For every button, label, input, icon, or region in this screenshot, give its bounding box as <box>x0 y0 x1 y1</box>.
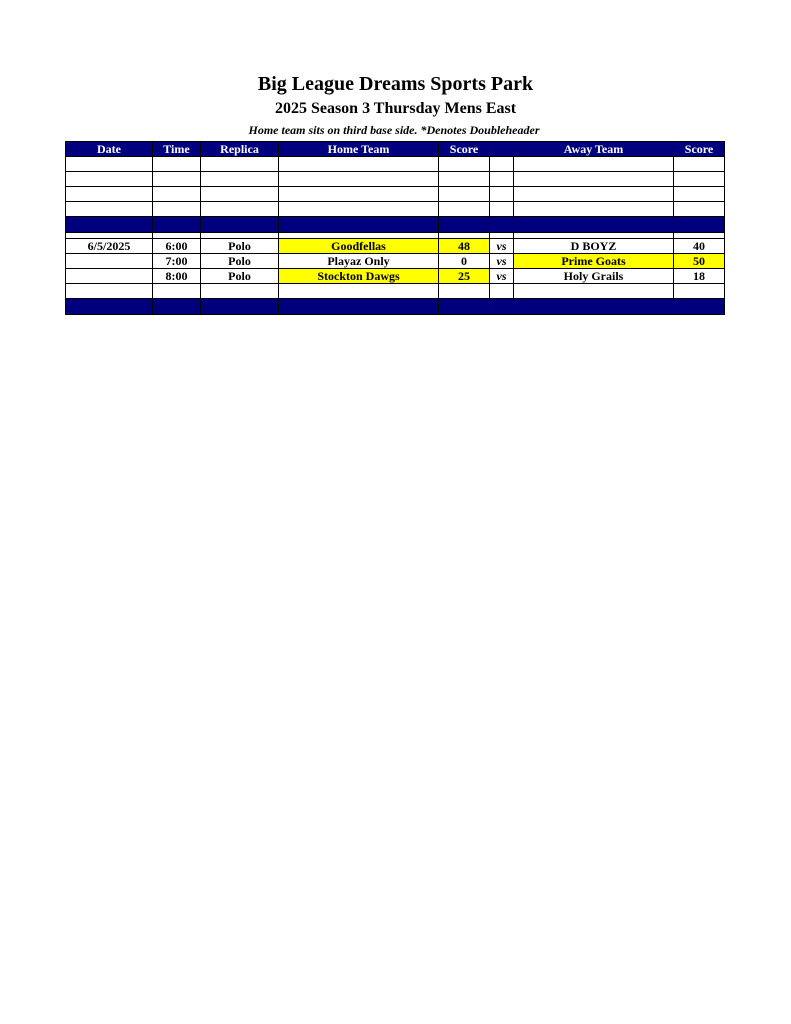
game-time: 6:00 <box>153 239 201 254</box>
game-date: 6/5/2025 <box>66 239 153 254</box>
separator-band <box>66 299 725 315</box>
vs-label: vs <box>490 254 514 269</box>
col-time: Time <box>153 142 201 157</box>
col-replica: Replica <box>201 142 279 157</box>
empty-row <box>66 157 725 172</box>
away-score: 50 <box>674 254 725 269</box>
away-score: 40 <box>674 239 725 254</box>
away-score: 18 <box>674 269 725 284</box>
empty-row <box>66 187 725 202</box>
col-away-team: Away Team <box>514 142 674 157</box>
game-time: 8:00 <box>153 269 201 284</box>
col-home-team: Home Team <box>279 142 439 157</box>
game-row <box>66 254 725 269</box>
col-vs <box>490 142 514 157</box>
col-date: Date <box>66 142 153 157</box>
away-team: Prime Goats <box>514 254 674 269</box>
col-home-score: Score <box>439 142 490 157</box>
empty-row <box>66 284 725 299</box>
vs-label: vs <box>490 269 514 284</box>
vs-label: vs <box>490 239 514 254</box>
page-subtitle: 2025 Season 3 Thursday Mens East <box>274 100 517 117</box>
home-team: Stockton Dawgs <box>279 269 439 284</box>
game-date <box>66 254 153 269</box>
away-team: D BOYZ <box>514 239 674 254</box>
game-field: Polo <box>201 239 279 254</box>
home-score: 48 <box>439 239 490 254</box>
game-row <box>66 239 725 254</box>
home-team: Goodfellas <box>279 239 439 254</box>
page-title: Big League Dreams Sports Park <box>257 73 534 95</box>
away-team: Holy Grails <box>514 269 674 284</box>
empty-row <box>66 202 725 217</box>
home-score: 0 <box>439 254 490 269</box>
empty-row <box>66 172 725 187</box>
page-note: Home team sits on third base side. *Denotes Doubleheader <box>248 123 540 137</box>
game-time: 7:00 <box>153 254 201 269</box>
game-field: Polo <box>201 254 279 269</box>
game-date <box>66 269 153 284</box>
header-row <box>66 142 725 157</box>
game-field: Polo <box>201 269 279 284</box>
game-row <box>66 269 725 284</box>
schedule-table <box>65 141 725 315</box>
home-team: Playaz Only <box>279 254 439 269</box>
separator-band <box>66 217 725 233</box>
home-score: 25 <box>439 269 490 284</box>
col-away-score: Score <box>674 142 725 157</box>
